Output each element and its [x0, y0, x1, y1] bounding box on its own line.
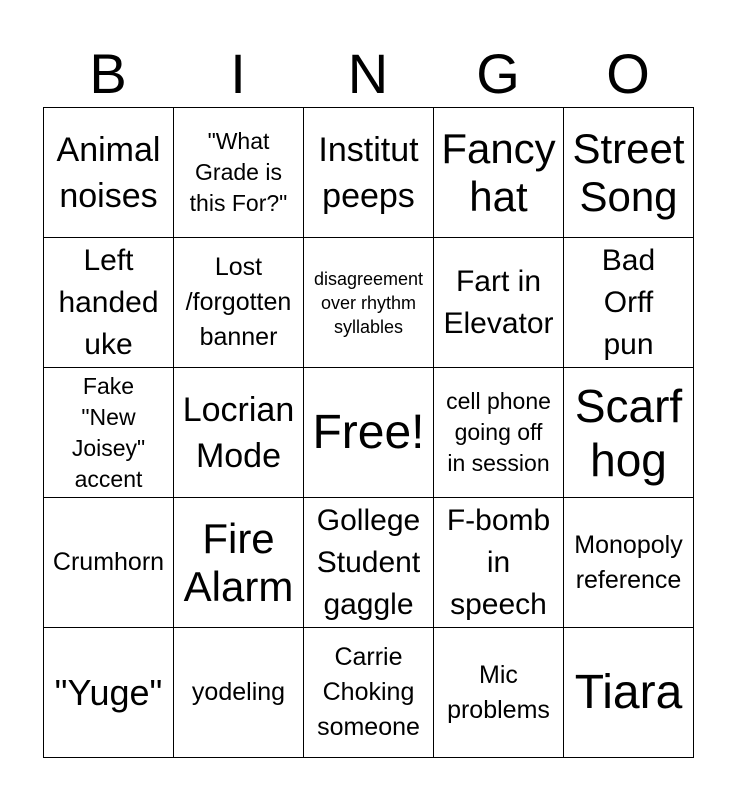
bingo-cell-r4c2[interactable]: Fire Alarm	[174, 498, 304, 628]
header-letter-b: B	[89, 42, 127, 105]
bingo-cell-r5c1[interactable]: "Yuge"	[44, 628, 174, 758]
bingo-cell-r1c5[interactable]: Street Song	[564, 108, 694, 238]
bingo-cell-r3c2[interactable]: Locrian Mode	[174, 368, 304, 498]
bingo-cell-r1c1[interactable]: Animal noises	[44, 108, 174, 238]
bingo-cell-r4c1[interactable]: Crumhorn	[44, 498, 174, 628]
bingo-cell-r2c3[interactable]: disagreement over rhythm syllables	[304, 238, 434, 368]
bingo-header	[43, 40, 693, 108]
bingo-cell-r3c3-free[interactable]: Free!	[304, 368, 434, 498]
bingo-cell-r3c5[interactable]: Scarf hog	[564, 368, 694, 498]
bingo-cell-r3c1[interactable]: Fake "New Joisey" accent	[44, 368, 174, 498]
bingo-cell-r4c3[interactable]: Gollege Student gaggle	[304, 498, 434, 628]
bingo-cell-r4c4[interactable]: F-bomb in speech	[434, 498, 564, 628]
bingo-cell-r2c5[interactable]: Bad Orff pun	[564, 238, 694, 368]
header-letter-o: O	[606, 42, 650, 105]
bingo-cell-r2c4[interactable]: Fart in Elevator	[434, 238, 564, 368]
header-letter-g: G	[476, 42, 520, 105]
header-letter-i: I	[230, 42, 246, 105]
bingo-cell-r2c1[interactable]: Left handed uke	[44, 238, 174, 368]
bingo-cell-r5c5[interactable]: Tiara	[564, 628, 694, 758]
bingo-cell-r1c2[interactable]: "What Grade is this For?"	[174, 108, 304, 238]
bingo-board	[43, 107, 694, 758]
bingo-cell-r1c3[interactable]: Institut peeps	[304, 108, 434, 238]
bingo-cell-r3c4[interactable]: cell phone going off in session	[434, 368, 564, 498]
bingo-cell-r5c2[interactable]: yodeling	[174, 628, 304, 758]
bingo-cell-r5c4[interactable]: Mic problems	[434, 628, 564, 758]
bingo-cell-r5c3[interactable]: Carrie Choking someone	[304, 628, 434, 758]
bingo-cell-r1c4[interactable]: Fancy hat	[434, 108, 564, 238]
bingo-cell-r4c5[interactable]: Monopoly reference	[564, 498, 694, 628]
bingo-cell-r2c2[interactable]: Lost /forgotten banner	[174, 238, 304, 368]
header-letter-n: N	[347, 42, 389, 105]
